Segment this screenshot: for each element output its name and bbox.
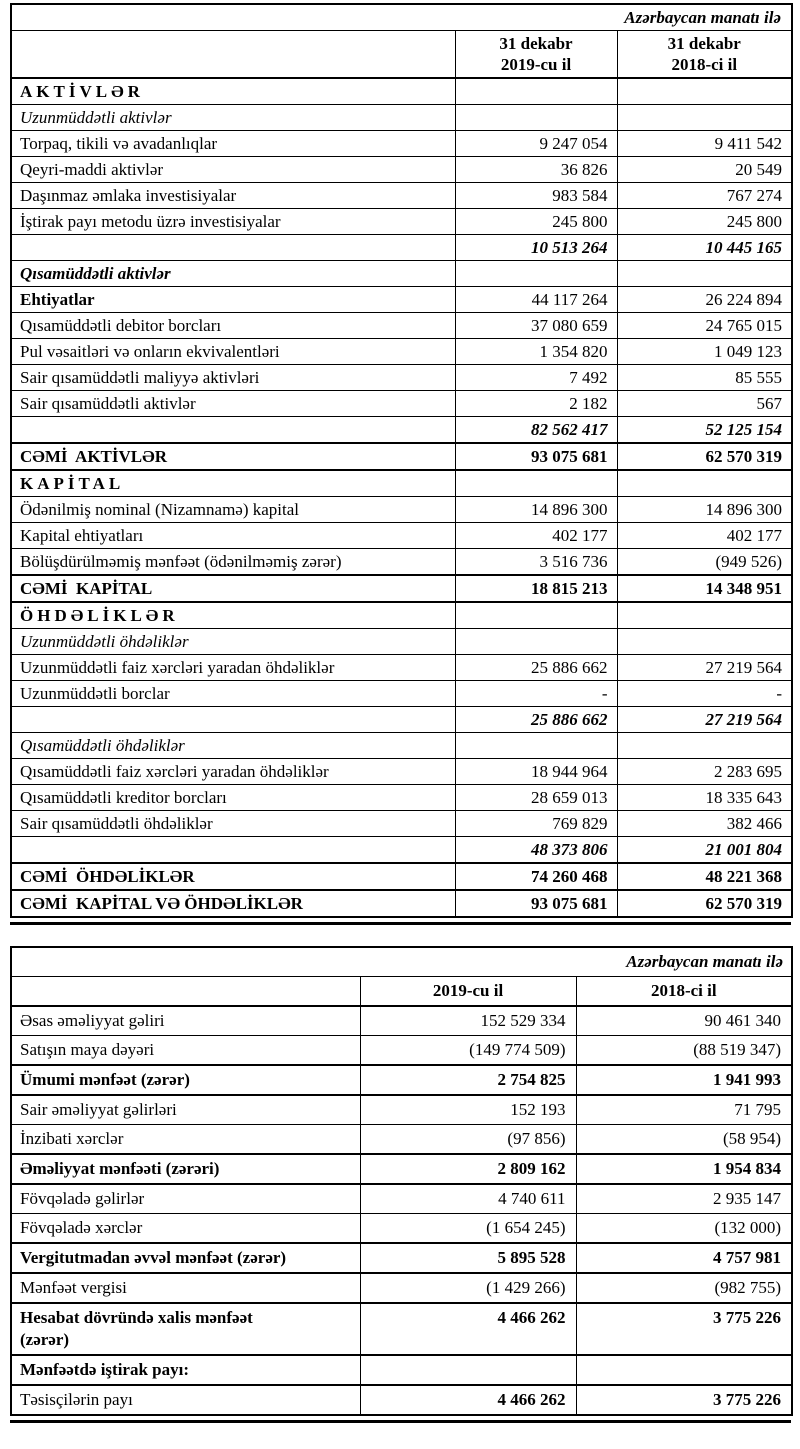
row-label: Əsas əməliyyat gəliri <box>11 1006 360 1036</box>
table-row <box>11 811 792 837</box>
table-row <box>11 602 792 629</box>
row-label: Sair qısamüddətli maliyyə aktivləri <box>11 365 455 391</box>
value-2019 <box>455 629 617 655</box>
value-2018: (132 000) <box>576 1214 792 1244</box>
value-2018: 2 935 147 <box>576 1184 792 1214</box>
subtotal-row <box>11 235 792 261</box>
value-2018: 24 765 015 <box>617 313 792 339</box>
row-label: İştirak payı metodu üzrə investisiyalar <box>11 209 455 235</box>
table-row <box>11 183 792 209</box>
value-2019: 152 193 <box>360 1095 576 1125</box>
row-label: Daşınmaz əmlaka investisiyalar <box>11 183 455 209</box>
value-2019: 9 247 054 <box>455 131 617 157</box>
header-2019 <box>455 31 617 79</box>
value-2019: (1 429 266) <box>360 1273 576 1303</box>
total-row <box>11 1243 792 1273</box>
table-row <box>11 1273 792 1303</box>
table-row <box>11 391 792 417</box>
row-label: Pul vəsaitləri və onların ekvivalentləri <box>11 339 455 365</box>
row-label: Mənfəət vergisi <box>11 1273 360 1303</box>
value-2019: 245 800 <box>455 209 617 235</box>
value-2018: 62 570 319 <box>617 890 792 917</box>
row-label: Sair qısamüddətli öhdəliklər <box>11 811 455 837</box>
table-row <box>11 1125 792 1155</box>
total-row <box>11 1065 792 1095</box>
header-empty-cell <box>11 31 455 79</box>
table-row <box>11 1184 792 1214</box>
header-2018-line1: 31 dekabr <box>667 34 741 53</box>
value-2018: 14 896 300 <box>617 497 792 523</box>
table-row <box>11 655 792 681</box>
value-2019 <box>455 602 617 629</box>
value-2018: 3 775 226 <box>576 1385 792 1415</box>
row-label: Uzunmüddətli faiz xərcləri yaradan öhdəliklər <box>11 655 455 681</box>
subtotal-row <box>11 417 792 444</box>
table-row <box>11 365 792 391</box>
value-2019: 4 466 262 <box>360 1303 576 1355</box>
value-2019: 2 182 <box>455 391 617 417</box>
value-2018: 767 274 <box>617 183 792 209</box>
income-statement-table <box>10 946 793 1416</box>
table-row <box>11 157 792 183</box>
row-label: Qısamüddətli kreditor borcları <box>11 785 455 811</box>
value-2018: 90 461 340 <box>576 1006 792 1036</box>
total-row <box>11 890 792 917</box>
value-2019: 983 584 <box>455 183 617 209</box>
row-label: ÖHDƏLİKLƏR <box>11 602 455 629</box>
table-row <box>11 523 792 549</box>
table-row <box>11 313 792 339</box>
value-2018: 3 775 226 <box>576 1303 792 1355</box>
value-2018: 567 <box>617 391 792 417</box>
value-2019: (97 856) <box>360 1125 576 1155</box>
row-label: CƏMİ ÖHDƏLİKLƏR <box>11 863 455 890</box>
value-2018 <box>617 105 792 131</box>
total-row <box>11 1154 792 1184</box>
row-label <box>11 235 455 261</box>
currency-note-row <box>11 4 792 31</box>
table-row <box>11 261 792 287</box>
value-2019 <box>455 261 617 287</box>
table-row <box>11 733 792 759</box>
value-2018 <box>617 470 792 497</box>
table-row <box>11 131 792 157</box>
header-2018-line2: 2018-ci il <box>671 55 738 74</box>
value-2019: 14 896 300 <box>455 497 617 523</box>
value-2018: 4 757 981 <box>576 1243 792 1273</box>
value-2018: - <box>617 681 792 707</box>
value-2018: 62 570 319 <box>617 443 792 470</box>
header-2018: 2018-ci il <box>576 977 792 1007</box>
value-2018: (58 954) <box>576 1125 792 1155</box>
table-row <box>11 681 792 707</box>
value-2018: 52 125 154 <box>617 417 792 444</box>
row-label: Ehtiyatlar <box>11 287 455 313</box>
value-2019: 74 260 468 <box>455 863 617 890</box>
table-row <box>11 497 792 523</box>
value-2019: 4 740 611 <box>360 1184 576 1214</box>
value-2018: 26 224 894 <box>617 287 792 313</box>
value-2019: 18 815 213 <box>455 575 617 602</box>
value-2019: 152 529 334 <box>360 1006 576 1036</box>
row-label: Ümumi mənfəət (zərər) <box>11 1065 360 1095</box>
value-2018: (982 755) <box>576 1273 792 1303</box>
value-2019: 25 886 662 <box>455 707 617 733</box>
row-label: Fövqəladə gəlirlər <box>11 1184 360 1214</box>
row-label: Hesabat dövründə xalis mənfəət (zərər) <box>11 1303 360 1355</box>
row-label: Əməliyyat mənfəəti (zərəri) <box>11 1154 360 1184</box>
value-2018: (949 526) <box>617 549 792 576</box>
tables-gap <box>0 925 800 946</box>
value-2019: 10 513 264 <box>455 235 617 261</box>
value-2018: 2 283 695 <box>617 759 792 785</box>
value-2019: 44 117 264 <box>455 287 617 313</box>
table-row <box>11 785 792 811</box>
row-label: Uzunmüddətli borclar <box>11 681 455 707</box>
value-2018 <box>576 1355 792 1385</box>
table-row <box>11 209 792 235</box>
table-bottom-rule <box>10 1420 791 1423</box>
row-label: KAPİTAL <box>11 470 455 497</box>
value-2019: 93 075 681 <box>455 443 617 470</box>
currency-note: Azərbaycan manatı ilə <box>11 947 792 977</box>
table-row <box>11 1006 792 1036</box>
value-2018: 85 555 <box>617 365 792 391</box>
row-label: Qısamüddətli aktivlər <box>11 261 455 287</box>
value-2019: 48 373 806 <box>455 837 617 864</box>
table-row <box>11 287 792 313</box>
header-2018 <box>617 31 792 79</box>
currency-note: Azərbaycan manatı ilə <box>11 4 792 31</box>
total-row <box>11 575 792 602</box>
row-label: Sair əməliyyat gəlirləri <box>11 1095 360 1125</box>
row-label: CƏMİ AKTİVLƏR <box>11 443 455 470</box>
subtotal-row <box>11 707 792 733</box>
value-2018: 1 049 123 <box>617 339 792 365</box>
value-2019: 769 829 <box>455 811 617 837</box>
row-label: İnzibati xərclər <box>11 1125 360 1155</box>
row-label <box>11 837 455 864</box>
row-label: Kapital ehtiyatları <box>11 523 455 549</box>
row-label: Qısamüddətli öhdəliklər <box>11 733 455 759</box>
row-label: CƏMİ KAPİTAL VƏ ÖHDƏLİKLƏR <box>11 890 455 917</box>
value-2018: 382 466 <box>617 811 792 837</box>
row-label <box>11 707 455 733</box>
table-row <box>11 1036 792 1066</box>
value-2019: (149 774 509) <box>360 1036 576 1066</box>
row-label: Torpaq, tikili və avadanlıqlar <box>11 131 455 157</box>
table-row <box>11 1385 792 1415</box>
value-2019 <box>455 733 617 759</box>
balance-sheet-table <box>10 3 793 918</box>
total-row <box>11 443 792 470</box>
value-2019: 37 080 659 <box>455 313 617 339</box>
value-2019 <box>360 1355 576 1385</box>
value-2019: 2 754 825 <box>360 1065 576 1095</box>
value-2019 <box>455 78 617 105</box>
value-2018 <box>617 261 792 287</box>
value-2018: 27 219 564 <box>617 707 792 733</box>
value-2019: 1 354 820 <box>455 339 617 365</box>
row-label: Təsisçilərin payı <box>11 1385 360 1415</box>
value-2019: 7 492 <box>455 365 617 391</box>
total-row <box>11 1303 792 1355</box>
value-2018: 10 445 165 <box>617 235 792 261</box>
table-row <box>11 78 792 105</box>
row-label: Qısamüddətli faiz xərcləri yaradan öhdəliklər <box>11 759 455 785</box>
value-2018 <box>617 602 792 629</box>
value-2018: 18 335 643 <box>617 785 792 811</box>
value-2019: 18 944 964 <box>455 759 617 785</box>
value-2019: 36 826 <box>455 157 617 183</box>
row-label: Mənfəətdə iştirak payı: <box>11 1355 360 1385</box>
value-2018 <box>617 78 792 105</box>
value-2018: 14 348 951 <box>617 575 792 602</box>
value-2019: 93 075 681 <box>455 890 617 917</box>
value-2018: 48 221 368 <box>617 863 792 890</box>
row-label: CƏMİ KAPİTAL <box>11 575 455 602</box>
value-2018: 9 411 542 <box>617 131 792 157</box>
value-2019: 4 466 262 <box>360 1385 576 1415</box>
value-2018: 1 954 834 <box>576 1154 792 1184</box>
row-label: Qeyri-maddi aktivlər <box>11 157 455 183</box>
row-label: AKTİVLƏR <box>11 78 455 105</box>
table-row <box>11 1214 792 1244</box>
value-2019: 2 809 162 <box>360 1154 576 1184</box>
value-2019: 28 659 013 <box>455 785 617 811</box>
row-label: Uzunmüddətli aktivlər <box>11 105 455 131</box>
row-label: Qısamüddətli debitor borcları <box>11 313 455 339</box>
row-label: Satışın maya dəyəri <box>11 1036 360 1066</box>
subtotal-row <box>11 837 792 864</box>
table-row <box>11 629 792 655</box>
row-label: Uzunmüddətli öhdəliklər <box>11 629 455 655</box>
row-label: Bölüşdürülməmiş mənfəət (ödənilməmiş zərər) <box>11 549 455 576</box>
header-2019-line1: 31 dekabr <box>499 34 573 53</box>
column-header-row <box>11 977 792 1007</box>
value-2018: 402 177 <box>617 523 792 549</box>
total-row <box>11 863 792 890</box>
value-2019 <box>455 105 617 131</box>
value-2018: 21 001 804 <box>617 837 792 864</box>
row-label: Ödənilmiş nominal (Nizamnamə) kapital <box>11 497 455 523</box>
table-row <box>11 1095 792 1125</box>
column-header-row <box>11 31 792 79</box>
value-2019: (1 654 245) <box>360 1214 576 1244</box>
table-row <box>11 1355 792 1385</box>
table-row <box>11 759 792 785</box>
value-2019 <box>455 470 617 497</box>
value-2018: 71 795 <box>576 1095 792 1125</box>
value-2018: 1 941 993 <box>576 1065 792 1095</box>
row-label <box>11 417 455 444</box>
value-2018: 20 549 <box>617 157 792 183</box>
value-2019: 82 562 417 <box>455 417 617 444</box>
value-2018: 27 219 564 <box>617 655 792 681</box>
value-2019: 5 895 528 <box>360 1243 576 1273</box>
table-row <box>11 470 792 497</box>
value-2018 <box>617 629 792 655</box>
row-label: Sair qısamüddətli aktivlər <box>11 391 455 417</box>
row-label: Vergitutmadan əvvəl mənfəət (zərər) <box>11 1243 360 1273</box>
value-2018: (88 519 347) <box>576 1036 792 1066</box>
header-2019-line2: 2019-cu il <box>500 55 572 74</box>
header-2019: 2019-cu il <box>360 977 576 1007</box>
row-label: Fövqəladə xərclər <box>11 1214 360 1244</box>
header-empty-cell <box>11 977 360 1007</box>
value-2019: - <box>455 681 617 707</box>
value-2018 <box>617 733 792 759</box>
table-row <box>11 339 792 365</box>
table-row <box>11 105 792 131</box>
value-2019: 3 516 736 <box>455 549 617 576</box>
value-2019: 402 177 <box>455 523 617 549</box>
value-2018: 245 800 <box>617 209 792 235</box>
currency-note-row <box>11 947 792 977</box>
value-2019: 25 886 662 <box>455 655 617 681</box>
table-row <box>11 549 792 576</box>
